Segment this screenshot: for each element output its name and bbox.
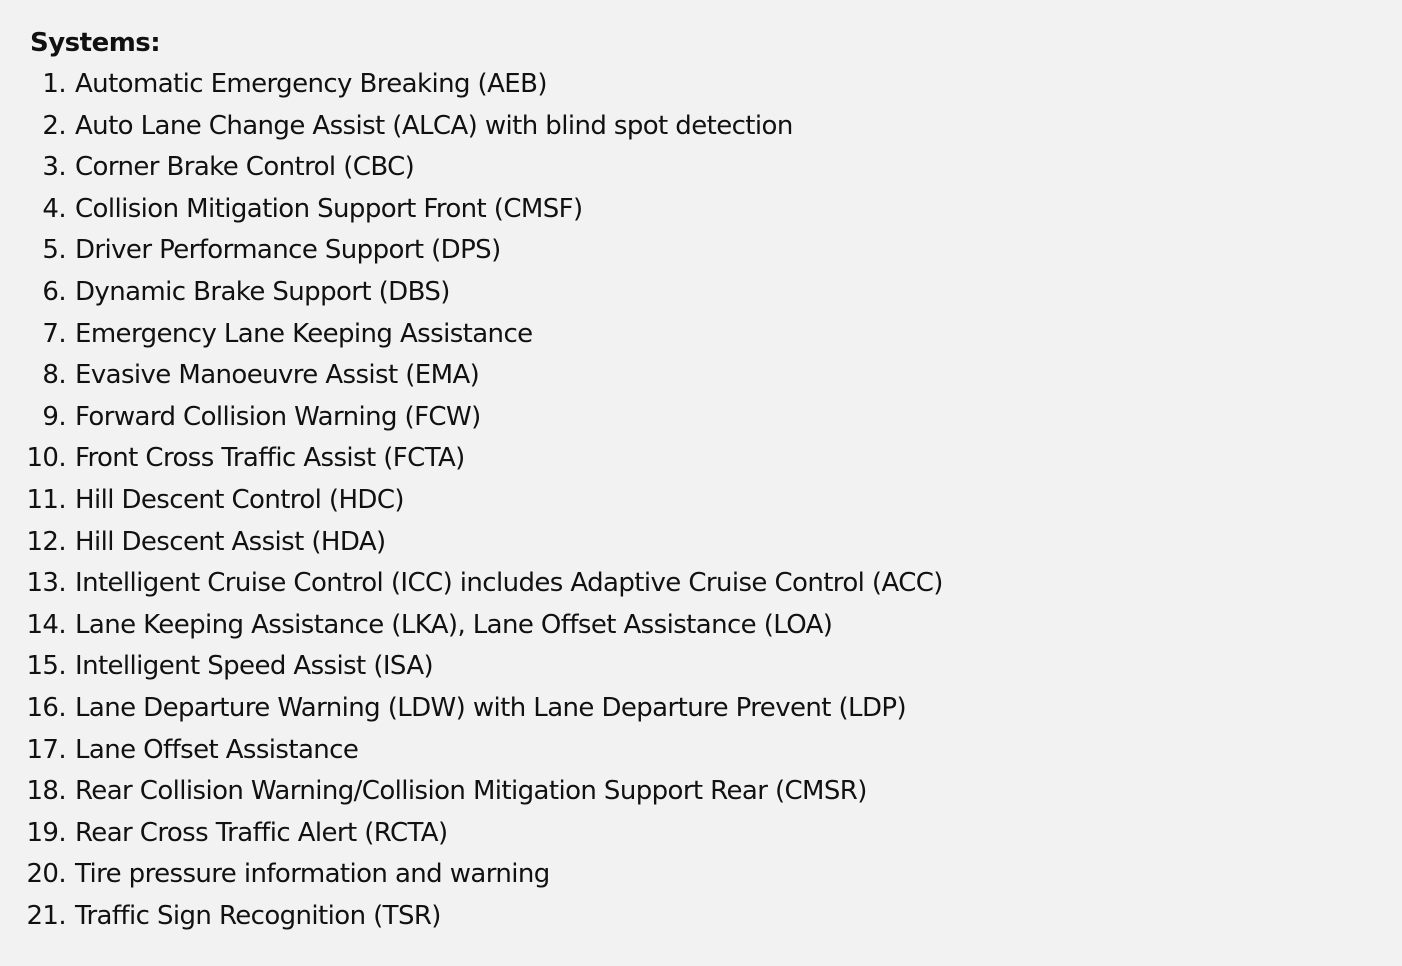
item-number: 4. [42,193,66,224]
systems-heading: Systems: [30,28,161,58]
item-number: 13. [26,568,66,599]
list-item [0,646,943,688]
list-item [0,688,943,730]
item-text: Rear Cross Traffic Alert (RCTA) [75,817,448,848]
item-number: 12. [26,526,66,557]
list-item [0,854,943,896]
item-text: Hill Descent Control (HDC) [75,484,404,515]
list-item [0,522,943,564]
list-item [0,147,943,189]
item-number: 16. [26,692,66,723]
list-item [0,355,943,397]
list-item [0,230,943,272]
item-text: Collision Mitigation Support Front (CMSF) [75,193,583,224]
item-number: 19. [26,817,66,848]
list-item [0,314,943,356]
item-number: 5. [42,235,66,266]
list-item [0,272,943,314]
item-text: Evasive Manoeuvre Assist (EMA) [75,360,480,391]
item-text: Tire pressure information and warning [75,859,550,890]
item-text: Auto Lane Change Assist (ALCA) with blind spot detection [75,110,793,141]
item-text: Lane Keeping Assistance (LKA), Lane Offset Assistance (LOA) [75,609,833,640]
item-text: Emergency Lane Keeping Assistance [75,318,533,349]
item-text: Front Cross Traffic Assist (FCTA) [75,443,465,474]
item-number: 7. [42,318,66,349]
list-item [0,397,943,439]
item-text: Dynamic Brake Support (DBS) [75,276,450,307]
list-item [0,813,943,855]
list-item [0,480,943,522]
item-number: 3. [42,152,66,183]
list-item [0,189,943,231]
list-item [0,730,943,772]
systems-list [0,64,943,937]
item-text: Lane Departure Warning (LDW) with Lane Departure Prevent (LDP) [75,692,906,723]
list-item [0,106,943,148]
list-item [0,771,943,813]
item-number: 10. [26,443,66,474]
item-number: 15. [26,651,66,682]
item-number: 18. [26,776,66,807]
list-item [0,563,943,605]
item-text: Corner Brake Control (CBC) [75,152,415,183]
item-number: 21. [26,900,66,931]
item-number: 17. [26,734,66,765]
item-number: 14. [26,609,66,640]
item-number: 6. [42,276,66,307]
item-number: 20. [26,859,66,890]
item-text: Lane Offset Assistance [75,734,359,765]
item-text: Rear Collision Warning/Collision Mitigation Support Rear (CMSR) [75,776,867,807]
item-text: Hill Descent Assist (HDA) [75,526,386,557]
item-text: Intelligent Cruise Control (ICC) includes Adaptive Cruise Control (ACC) [75,568,943,599]
item-number: 8. [42,360,66,391]
item-text: Forward Collision Warning (FCW) [75,401,481,432]
item-number: 9. [42,401,66,432]
item-number: 11. [26,484,66,515]
list-item [0,438,943,480]
list-item [0,64,943,106]
item-text: Traffic Sign Recognition (TSR) [75,900,441,931]
item-number: 2. [42,110,66,141]
item-text: Intelligent Speed Assist (ISA) [75,651,434,682]
item-text: Driver Performance Support (DPS) [75,235,501,266]
list-item [0,896,943,938]
item-number: 1. [42,69,66,99]
list-item [0,605,943,647]
item-text: Automatic Emergency Breaking (AEB) [75,69,547,99]
